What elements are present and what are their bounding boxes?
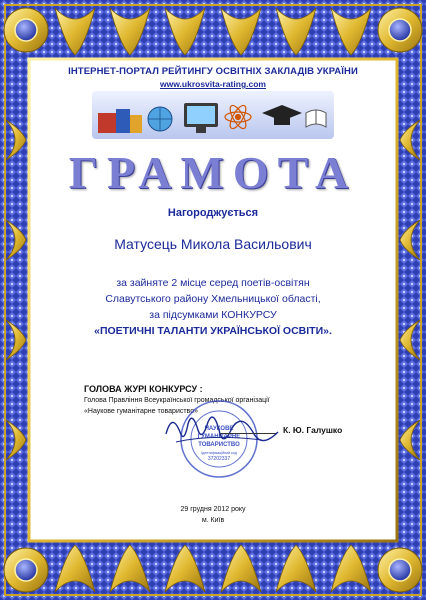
issue-city: м. Київ — [201, 517, 225, 524]
reason-line: за зайняте 2 місце серед поетів-освітян — [116, 277, 310, 289]
recipient-name: Матусець Микола Васильович — [114, 236, 312, 252]
signature-line — [220, 433, 276, 434]
jury-org-line: Голова Правління Всеукраїнської громадської організації — [84, 397, 270, 404]
stamp-text: ТОВАРИСТВО — [198, 442, 240, 448]
stamp-text: НАУКОВЕ — [204, 426, 234, 432]
portal-title: ІНТЕРНЕТ-ПОРТАЛ РЕЙТИНГУ ОСВІТНІХ ЗАКЛАДІВ УКРАЇНИ — [68, 66, 358, 77]
portal-url-link[interactable]: www.ukrosvita-rating.com — [160, 79, 266, 89]
stamp-text: Ідентифікаційний код — [201, 451, 237, 455]
reason-line: Славутського району Хмельницької області, — [105, 293, 321, 305]
jury-org-line: «Наукове гуманітарне товариство» — [84, 408, 198, 415]
stamp-text: 37202337 — [207, 456, 231, 462]
awarded-label: Нагороджується — [167, 207, 259, 219]
handwritten-signature-image — [162, 404, 282, 454]
education-banner-image — [92, 91, 334, 139]
award-reason — [40, 275, 386, 339]
jury-head-label: ГОЛОВА ЖУРІ КОНКУРСУ : — [84, 384, 203, 394]
reason-line: за підсумками КОНКУРСУ — [149, 309, 277, 321]
stamp-text: ГУМАНІТАРНЕ — [197, 434, 241, 440]
issue-date: 29 грудня 2012 року — [180, 506, 246, 513]
reason-line: «ПОЕТИЧНІ ТАЛАНТИ УКРАЇНСЬКОЇ ОСВІТИ». — [94, 325, 332, 337]
certificate-title: ГРАМОТА — [68, 147, 358, 198]
signer-name: К. Ю. Галушко — [283, 425, 343, 435]
